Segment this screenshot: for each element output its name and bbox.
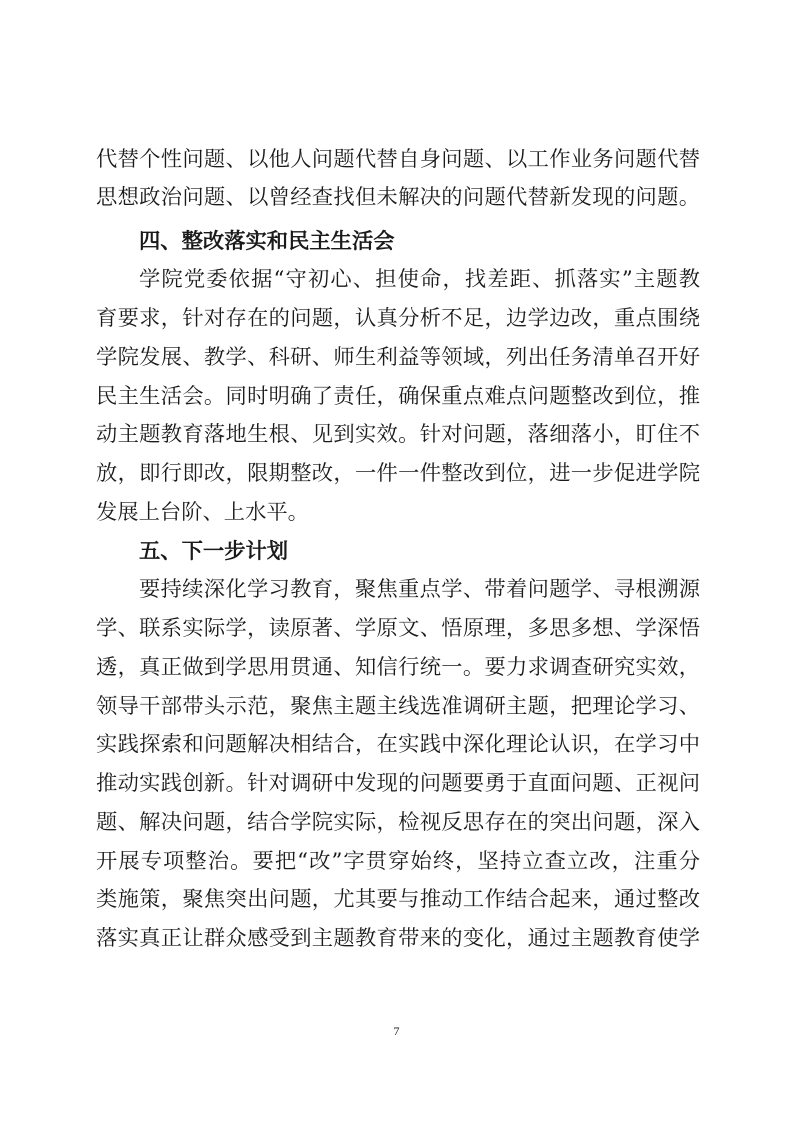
section-5-line-3: 透，真正做到学思用贯通、知信行统一。要力求调查研究实效， — [96, 655, 700, 680]
section-5-line-10: 落实真正让群众感受到主题教育带来的变化，通过主题教育使学 — [96, 926, 700, 951]
section-5-line-5: 实践探索和问题解决相结合，在实践中深化理论认识，在学习中 — [96, 732, 700, 757]
section-4-heading: 四、整改落实和民主生活会 — [139, 229, 395, 254]
section-5-line-4: 领导干部带头示范，聚焦主题主线选准调研主题，把理论学习、 — [96, 694, 700, 719]
intro-line-1: 代替个性问题、以他人问题代替自身问题、以工作业务问题代替 — [96, 147, 700, 172]
section-5-line-2: 学、联系实际学，读原著、学原文、悟原理，多思多想、学深悟 — [96, 616, 700, 641]
section-4-line-1: 学院党委依据“守初心、担使命，找差距、抓落实”主题教 — [139, 267, 700, 292]
section-4-line-5: 动主题教育落地生根、见到实效。针对问题，落细落小，盯住不 — [96, 422, 700, 447]
section-5-line-6: 推动实践创新。针对调研中发现的问题要勇于直面问题、正视问 — [96, 771, 700, 796]
page-number: 7 — [393, 1024, 400, 1038]
section-5-line-7: 题、解决问题，结合学院实际，检视反思存在的突出问题，深入 — [96, 810, 700, 835]
section-5-line-1: 要持续深化学习教育，聚焦重点学、带着问题学、寻根溯源 — [139, 577, 700, 602]
section-4-line-3: 学院发展、教学、科研、师生利益等领域，列出任务清单召开好 — [96, 345, 700, 370]
section-4-line-6: 放，即行即改，限期整改，一件一件整改到位，进一步促进学院 — [96, 461, 700, 486]
section-4-line-7: 发展上台阶、上水平。 — [96, 500, 309, 525]
section-5-line-8: 开展专项整治。要把“改”字贯穿始终，坚持立查立改，注重分 — [96, 849, 700, 874]
section-5-heading: 五、下一步计划 — [139, 539, 289, 564]
section-4-line-4: 民主生活会。同时明确了责任，确保重点难点问题整改到位，推 — [96, 384, 700, 409]
section-5-line-9: 类施策，聚焦突出问题，尤其要与推动工作结合起来，通过整改 — [96, 887, 700, 912]
section-4-line-2: 育要求，针对存在的问题，认真分析不足，边学边改，重点围绕 — [96, 306, 700, 331]
intro-line-2: 思想政治问题、以曾经查找但未解决的问题代替新发现的问题。 — [96, 185, 700, 210]
